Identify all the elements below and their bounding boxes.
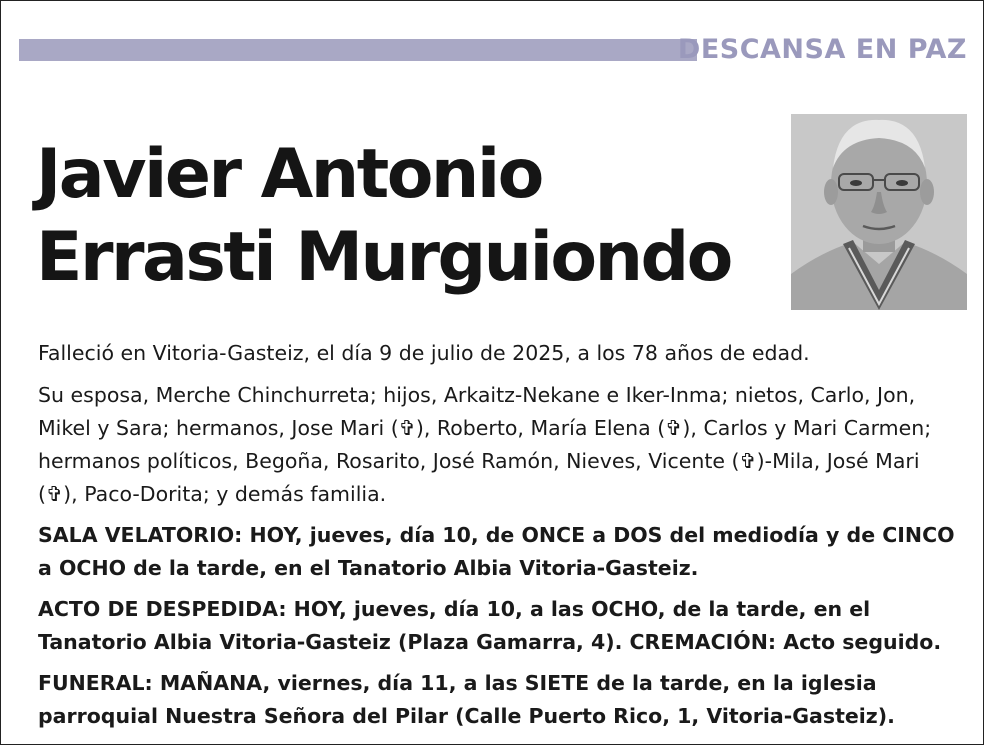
deceased-name-line1: Javier Antonio [36,135,542,214]
deceased-photo [791,114,967,310]
header-label: DESCANSA EN PAZ [677,34,967,65]
portrait-image [791,114,967,310]
deceased-name [36,133,731,299]
funeral-info: FUNERAL: MAÑANA, viernes, día 11, a las SIETE de la tarde, en la iglesia parroquial Nuestra Señora del Pilar (Calle Puerto Rico, 1, Vitoria-Gasteiz). [38,671,895,728]
family-list: Su esposa, Merche Chinchurreta; hijos, Arkaitz-Nekane e Iker-Inma; nietos, Carlo, Jon, Mikel y Sara; hermanos, Jose Mari (✞), Roberto, María Elena (✞), Carlos y Mari Carmen; hermanos políticos, Begoña, Rosarito, José Ramón, Nieves, Vicente (✞)-Mila, José Mari (✞), Paco-Dorita; y demás familia. [38,383,932,506]
death-announcement: Falleció en Vitoria-Gasteiz, el día 9 de julio de 2025, a los 78 años de edad. [38,341,810,365]
header-accent-bar [19,39,697,61]
notice-body [38,337,958,733]
wake-info: SALA VELATORIO: HOY, jueves, día 10, de ONCE a DOS del mediodía y de CINCO a OCHO de la tarde, en el Tanatorio Albia Vitoria-Gasteiz. [38,523,955,580]
deceased-name-line2: Errasti Murguiondo [36,218,731,297]
farewell-info: ACTO DE DESPEDIDA: HOY, jueves, día 10, a las OCHO, de la tarde, en el Tanatorio Albia Vitoria-Gasteiz (Plaza Gamarra, 4). CREMACIÓN: Acto seguido. [38,597,942,654]
